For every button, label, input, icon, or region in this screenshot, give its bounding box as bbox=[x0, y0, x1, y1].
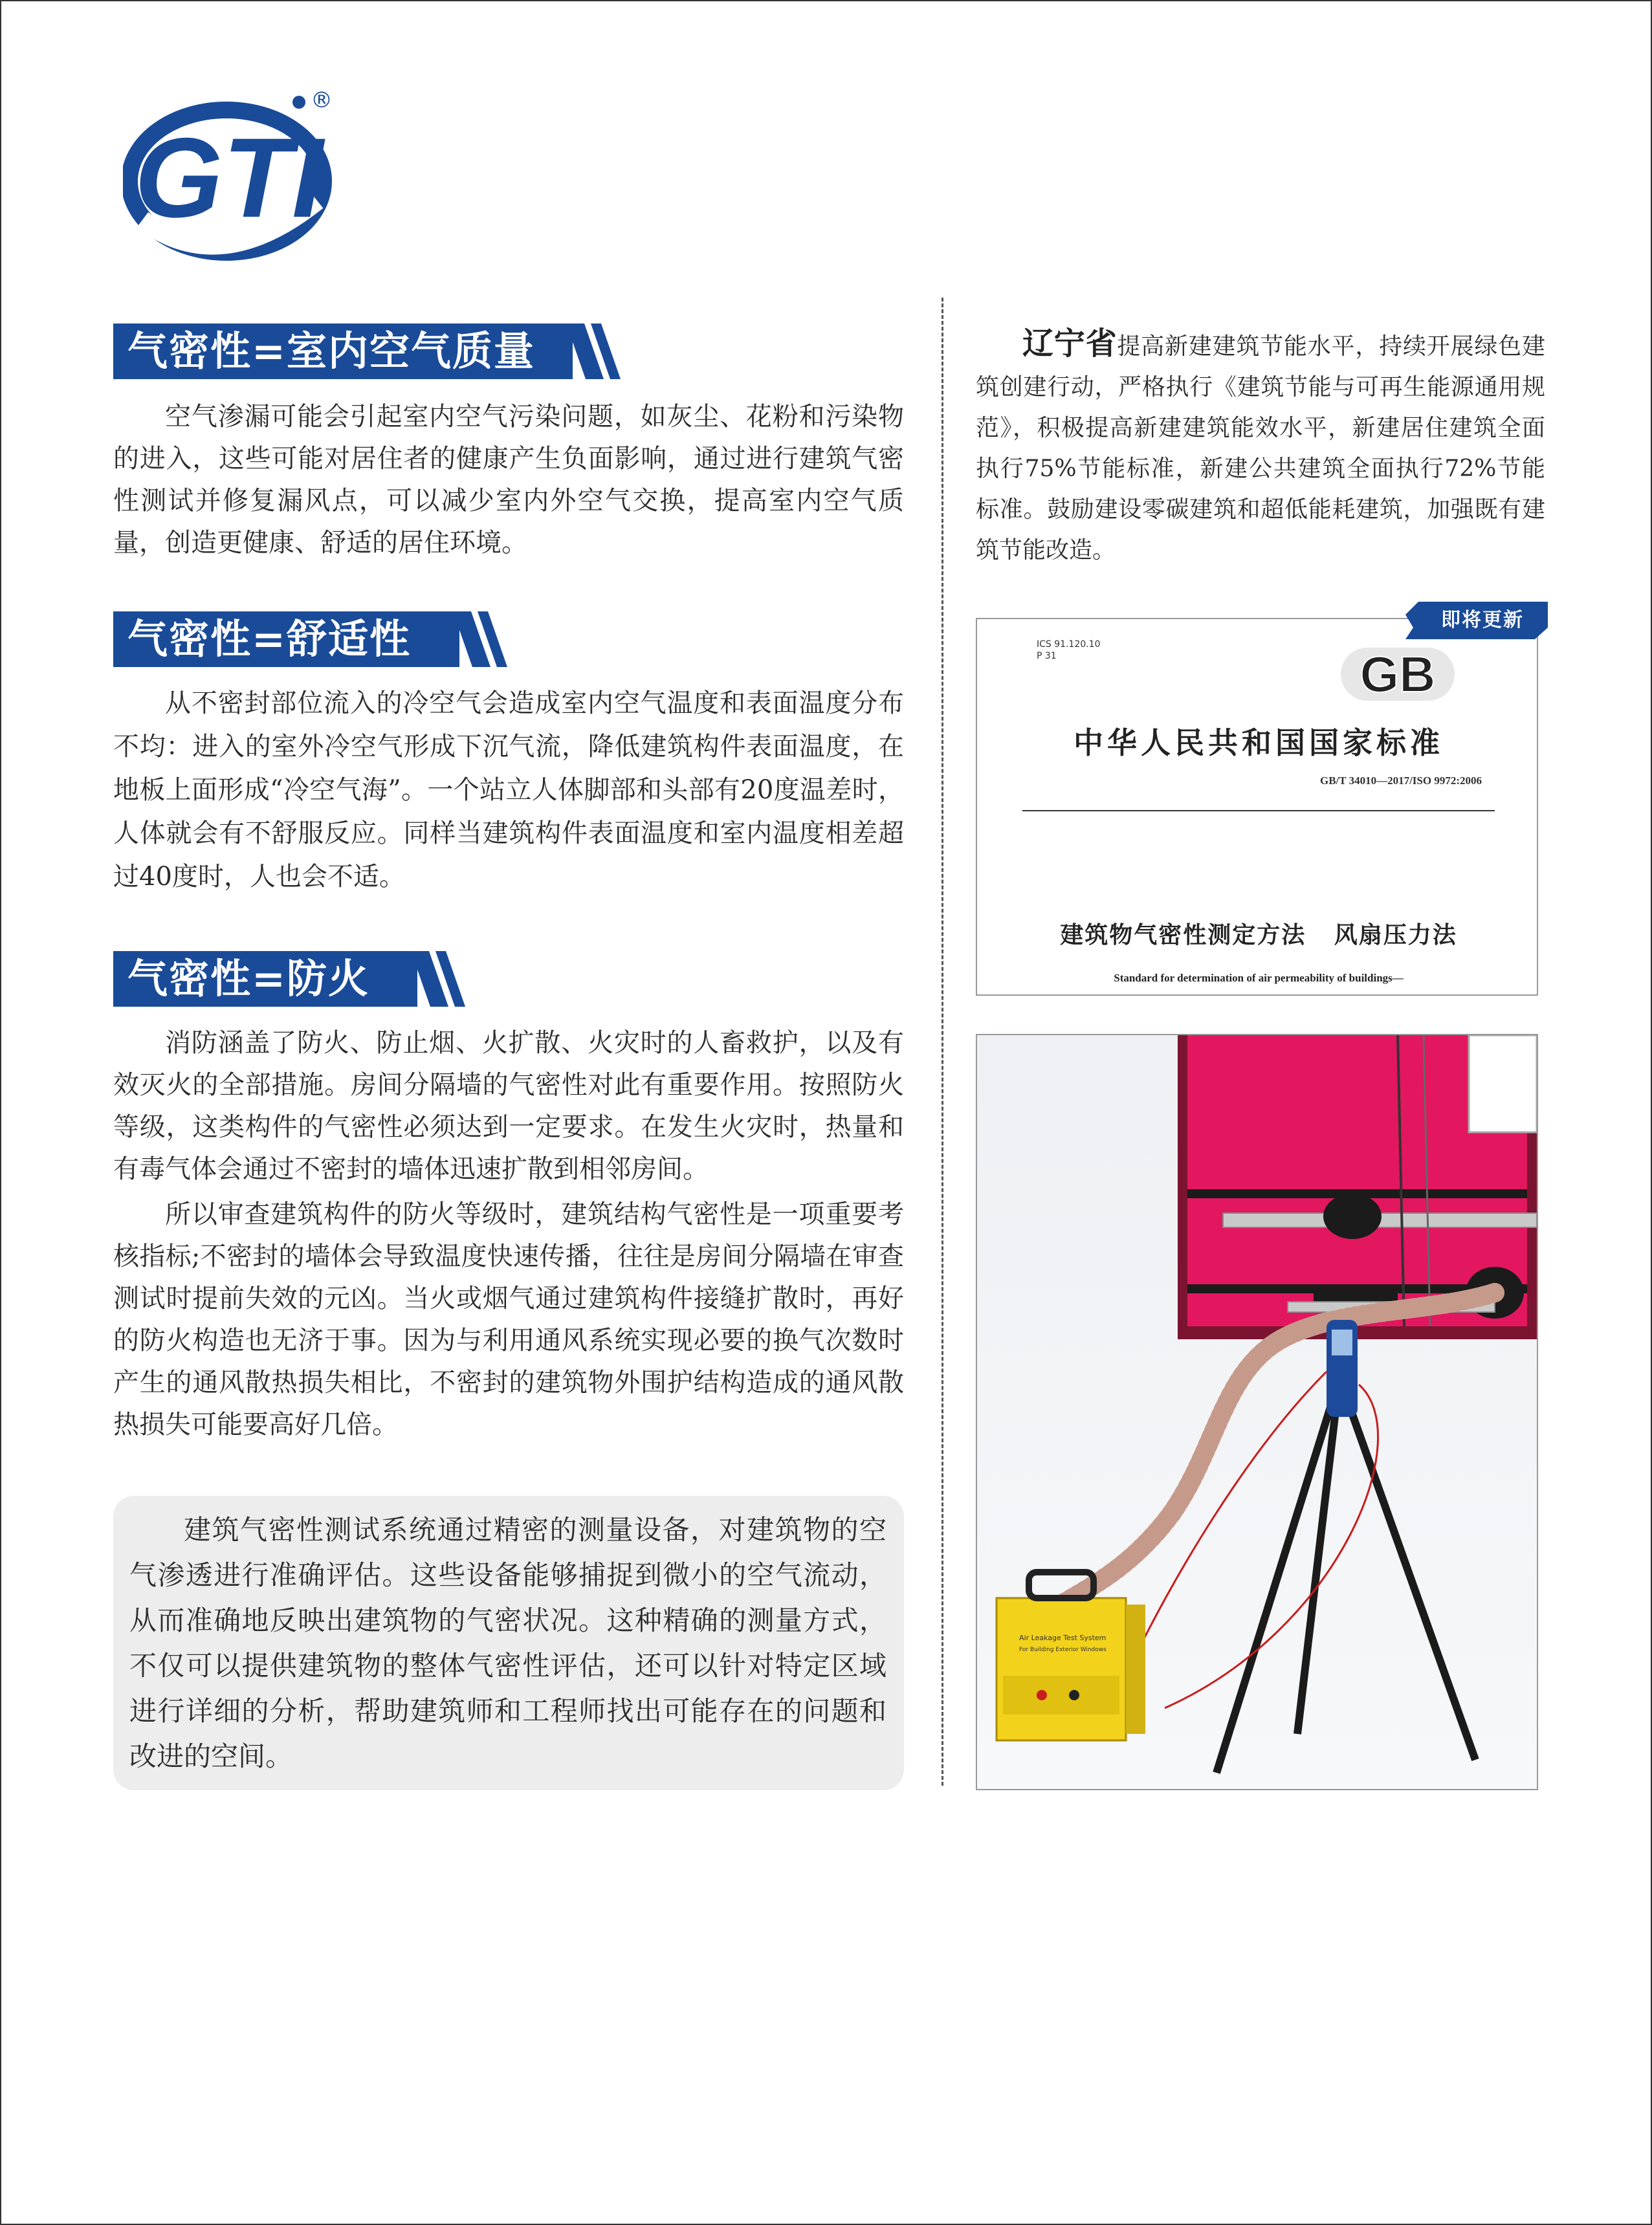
gb-logo-icon bbox=[1339, 645, 1456, 703]
gti-logo-icon bbox=[123, 84, 356, 265]
test-equipment-photo bbox=[976, 1034, 1538, 1790]
policy-lead: 辽宁省 bbox=[1022, 325, 1118, 362]
section-paragraph: 消防涵盖了防火、防止烟、火扩散、火灾时的人畜救护，以及有效灭火的全部措施。房间分隔墙的气密性对此有重要作用。按照防火等级，这类构件的气密性必须达到一定要求。在发生火灾时，热量和有毒气体会通过不密封的墙体迅速扩散到相邻房间。 bbox=[113, 1028, 904, 1184]
std-name-cn: 建筑物气密性测定方法 风扇压力法 bbox=[1060, 922, 1457, 948]
heading-stripes-icon bbox=[566, 323, 631, 379]
standard-document-cover bbox=[976, 618, 1538, 996]
logo-text: GTI bbox=[135, 115, 324, 241]
tripod-leg bbox=[1217, 1378, 1339, 1773]
photo-illustration bbox=[977, 1035, 1537, 1789]
std-ics-code: ICS 91.120.10 bbox=[1037, 639, 1101, 650]
section-heading-air-quality bbox=[113, 323, 631, 379]
std-name-en: Standard for determination of air permeability of buildings— bbox=[1114, 972, 1404, 984]
update-badge-text: 即将更新 bbox=[1441, 609, 1524, 631]
device-label-1: Air Leakage Test System bbox=[1019, 1634, 1107, 1642]
registered-mark: ® bbox=[311, 87, 333, 113]
section-heading-text: 气密性=防火 bbox=[127, 955, 369, 1002]
std-class-code: P 31 bbox=[1037, 651, 1057, 661]
policy-text: 提高新建建筑节能水平，持续开展绿色建筑创建行动，严格执行《建筑节能与可再生能源通用规范》，积极提高新建建筑能效水平，新建居住建筑全面执行75%节能标准，新建公共建筑全面执行72%节能标准。鼓励建设零碳建筑和超低能耗建筑，加强既有建筑节能改造。 bbox=[976, 333, 1545, 564]
device-label-2: For Building Exterior Windows bbox=[1019, 1647, 1107, 1653]
section-paragraph: 所以审查建筑构件的防火等级时，建筑结构气密性是一项重要考核指标;不密封的墙体会导致温度快速传播，往往是房间分隔墙在审查测试时提前失效的元凶。当火或烟气通过建筑构件接缝扩散时，再好的防火构造也无济于事。因为与利用通风系统实现必要的换气次数时产生的通风散热损失相比，不密封的建筑物外围护结构造成的通风散热损失可能要高好几倍。 bbox=[113, 1200, 904, 1440]
section-heading-fire bbox=[113, 951, 476, 1007]
column-divider bbox=[942, 298, 943, 1786]
section-paragraph: 空气渗漏可能会引起室内空气污染问题，如灰尘、花粉和污染物的进入，这些可能对居住者的健康产生负面影响，通过进行建筑气密性测试并修复漏风点，可以减少室内外空气交换，提高室内空气质量，创造更健康、舒适的居住环境。 bbox=[113, 402, 904, 558]
heading-stripes-icon bbox=[453, 611, 518, 667]
heading-stripes-icon bbox=[411, 951, 476, 1007]
section-heading-text: 气密性=室内空气质量 bbox=[127, 327, 535, 375]
info-box-text: 建筑气密性测试系统通过精密的测量设备，对建筑物的空气渗透进行准确评估。这些设备能够捕捉到微小的空气流动，从而准确地反映出建筑物的气密状况。这种精确的测量方式，不仅可以提供建筑物的整体气密性评估，还可以针对特定区域进行详细的分析，帮助建筑师和工程师找出可能存在的问题和改进的空间。 bbox=[129, 1514, 887, 1772]
section-heading-comfort bbox=[113, 611, 514, 667]
section-paragraph: 从不密封部位流入的冷空气会造成室内空气温度和表面温度分布不均：进入的室外冷空气形成下沉气流，降低建筑构件表面温度，在地板上面形成“冷空气海”。一个站立人体脚部和头部有20度温差时，人体就会有不舒服反应。同样当建筑构件表面温度和室内温度相差超过40度时，人也会不适。 bbox=[113, 688, 904, 892]
std-code: GB/T 34010—2017/ISO 9972:2006 bbox=[1320, 774, 1482, 787]
section-heading-text: 气密性=舒适性 bbox=[127, 615, 411, 663]
std-title: 中华人民共和国国家标准 bbox=[1074, 725, 1444, 760]
gti-logo bbox=[123, 84, 356, 265]
std-divider bbox=[1022, 810, 1495, 811]
test-device bbox=[997, 1598, 1126, 1740]
policy-paragraph bbox=[976, 323, 1545, 571]
gb-logo-text: GB bbox=[1360, 646, 1436, 703]
std-ics bbox=[1037, 639, 1101, 662]
